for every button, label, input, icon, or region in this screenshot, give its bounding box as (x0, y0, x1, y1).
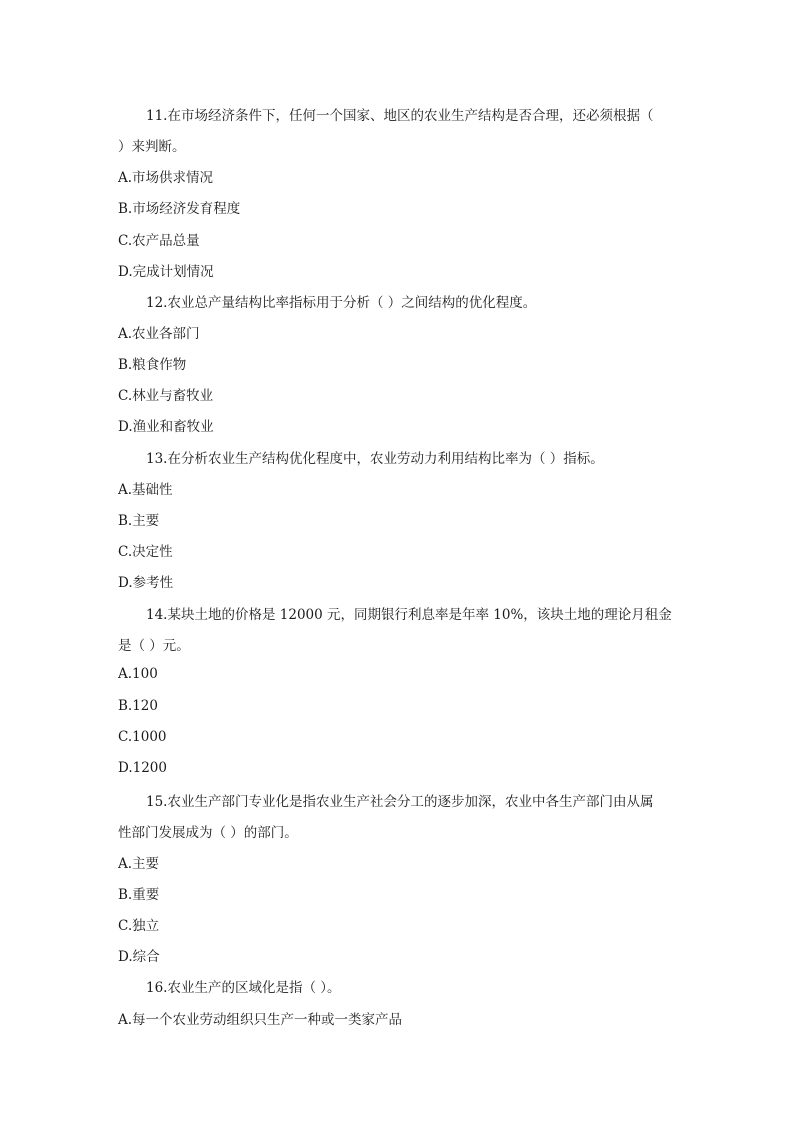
question-15-option-a: A.主要 (118, 856, 160, 872)
question-12-option-a: A.农业各部门 (118, 326, 200, 342)
question-16-stem: 16.农业生产的区域化是指（ ）。 (146, 980, 341, 996)
question-12-option-b: B.粮食作物 (118, 357, 187, 373)
question-15-stem-continued: 性部门发展成为（ ）的部门。 (118, 825, 298, 841)
question-16-option-a: A.每一个农业劳动组织只生产一种或一类家产品 (118, 1012, 403, 1028)
question-13-option-c: C.决定性 (118, 544, 173, 560)
question-11-stem-continued: ）来判断。 (118, 139, 186, 155)
question-11-option-b: B.市场经济发育程度 (118, 201, 241, 217)
question-11-option-a: A.市场供求情况 (118, 170, 214, 186)
question-14-option-c: C.1000 (118, 729, 167, 745)
question-11-option-d: D.完成计划情况 (118, 264, 214, 280)
question-11-option-c: C.农产品总量 (118, 233, 200, 249)
question-14-stem-continued: 是（ ）元。 (118, 638, 190, 654)
question-14-stem: 14.某块土地的价格是 12000 元，同期银行利息率是年率 10%，该块土地的理论月租金 (146, 607, 672, 623)
question-14-option-b: B.120 (118, 698, 158, 714)
question-15-option-b: B.重要 (118, 887, 160, 903)
question-14-option-d: D.1200 (118, 760, 167, 776)
question-13-option-a: A.基础性 (118, 482, 173, 498)
question-13-option-b: B.主要 (118, 513, 160, 529)
question-15-option-c: C.独立 (118, 918, 160, 934)
question-12-option-c: C.林业与畜牧业 (118, 388, 214, 404)
question-14-option-a: A.100 (118, 666, 158, 682)
question-12-option-d: D.渔业和畜牧业 (118, 419, 214, 435)
question-11-stem: 11.在市场经济条件下，任何一个国家、地区的农业生产结构是否合理，还必须根据（ (146, 108, 654, 124)
question-13-option-d: D.参考性 (118, 575, 174, 591)
question-13-stem: 13.在分析农业生产结构优化程度中，农业劳动力利用结构比率为（ ）指标。 (146, 451, 604, 467)
question-12-stem: 12.农业总产量结构比率指标用于分析（ ）之间结构的优化程度。 (146, 295, 537, 311)
question-15-option-d: D.综合 (118, 949, 160, 965)
question-15-stem: 15.农业生产部门专业化是指农业生产社会分工的逐步加深，农业中各生产部门由从属 (146, 794, 654, 810)
